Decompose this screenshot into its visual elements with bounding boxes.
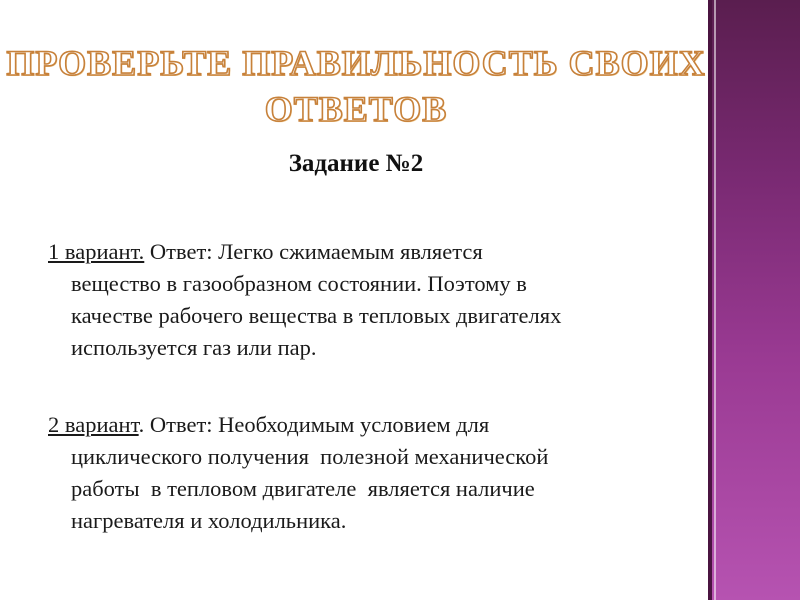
title-line-1: ПРОВЕРЬТЕ ПРАВИЛЬНОСТЬ СВОИХ [6,43,706,83]
answer-first-line [48,409,668,441]
answer-text: . Ответ: Необходимым условием для [138,412,490,437]
answer-text: Ответ: Легко сжимаемым является [144,239,483,264]
answer-variant-1 [48,236,668,364]
variant-label: 2 вариант [48,412,139,437]
answer-line: качестве рабочего вещества в тепловых двигателях [71,303,562,328]
answer-first-line [48,236,668,268]
title-line-2: ОТВЕТОВ [264,89,448,129]
variant-label: 1 вариант. [48,239,145,264]
answer-line: нагревателя и холодильника. [71,508,347,533]
answer-line: работы в тепловом двигателе является наличие [71,476,535,501]
answer-line: используется газ или пар. [71,335,317,360]
slide-title [0,40,712,132]
answer-variant-2 [48,409,668,537]
decorative-side-band [708,0,800,600]
task-heading: Задание №2 [288,150,424,177]
answer-line: вещество в газообразном состоянии. Поэтому в [71,271,527,296]
answer-line: циклического получения полезной механической [71,444,549,469]
